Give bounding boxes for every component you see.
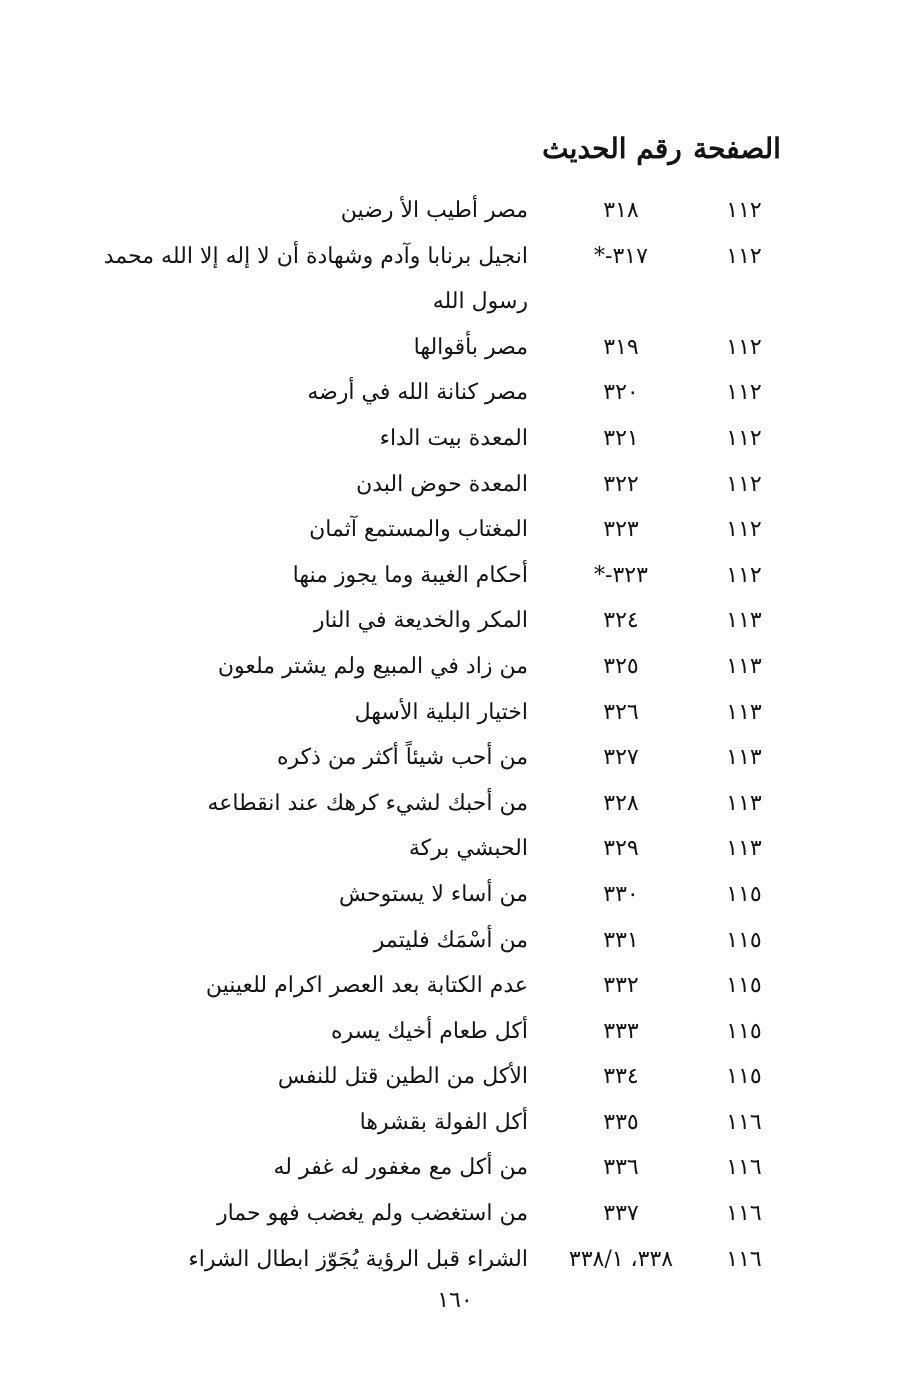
- table-row: [100, 462, 792, 508]
- table-row: [100, 781, 792, 827]
- table-row: [100, 598, 792, 644]
- row-page-number: ١١٢: [726, 334, 762, 360]
- row-page-number: ١١٦: [726, 1155, 762, 1181]
- row-hadith-number: ٣٢٩: [603, 836, 639, 862]
- row-hadith-number: ٣٣٢: [603, 973, 639, 999]
- row-page-number: ١١٥: [726, 973, 762, 999]
- row-page-number: ١١٣: [726, 653, 762, 679]
- row-title: مصر كنانة الله في أرضه: [307, 380, 528, 406]
- table-row: [100, 234, 792, 325]
- row-page-number: ١١٥: [726, 927, 762, 953]
- row-page-number: ١١٥: [726, 1064, 762, 1090]
- row-hadith-number: ٣٣٤: [603, 1064, 639, 1090]
- column-header-page: الصفحة: [693, 131, 781, 165]
- row-hadith-number: ٣٣٣: [603, 1018, 639, 1044]
- row-page-number: ١١٣: [726, 790, 762, 816]
- row-title: أحكام الغيبة وما يجوز منها: [292, 562, 528, 588]
- row-title: من زاد في المبيع ولم يشتر ملعون: [217, 653, 528, 679]
- table-row: [100, 1191, 792, 1237]
- table-row: [100, 507, 792, 553]
- row-title: من أكل مع مغفور له غفر له: [273, 1155, 528, 1181]
- row-hadith-number: ٣٢٣: [603, 517, 639, 543]
- row-page-number: ١١٢: [726, 517, 762, 543]
- row-page-number: ١١٣: [726, 699, 762, 725]
- table-row: [100, 325, 792, 371]
- row-title: المعدة بيت الداء: [379, 425, 528, 451]
- row-page-number: ١١٣: [726, 836, 762, 862]
- row-title: من أحبك لشيء كرهك عند انقطاعه: [207, 790, 528, 816]
- table-row: [100, 918, 792, 964]
- row-page-number: ١١٢: [726, 562, 762, 588]
- table-row: [100, 1100, 792, 1146]
- row-title: الشراء قبل الرؤية يُجَوّز ابطال الشراء: [188, 1246, 528, 1272]
- column-header-hadith-number: رقم الحديث: [542, 131, 682, 165]
- row-title: من أحب شيئاً أكثر من ذكره: [276, 745, 528, 771]
- row-page-number: ١١٦: [726, 1109, 762, 1135]
- row-title: المكر والخديعة في النار: [313, 608, 528, 634]
- table-row: [100, 872, 792, 918]
- table-row: [100, 690, 792, 736]
- row-hadith-number: ٣٢٤: [603, 608, 639, 634]
- row-page-number: ١١٢: [726, 425, 762, 451]
- table-row: [100, 553, 792, 599]
- row-title: أكل الفولة بقشرها: [359, 1109, 528, 1135]
- table-row: [100, 188, 792, 234]
- row-hadith-number: ٣٢٢: [603, 471, 639, 497]
- row-title: من أساء لا يستوحش: [338, 881, 528, 907]
- page-number-footer: ١٦٠: [437, 1288, 473, 1313]
- row-title: المعدة حوض البدن: [356, 471, 528, 497]
- table-row: [100, 1237, 792, 1283]
- row-title: أكل طعام أخيك يسره: [331, 1018, 528, 1044]
- row-hadith-number: ٣٢٨: [603, 790, 639, 816]
- row-title: الأكل من الطين قتل للنفس: [277, 1064, 528, 1090]
- row-page-number: ١١٦: [726, 1246, 762, 1272]
- row-hadith-number: ٣٣٥: [603, 1109, 639, 1135]
- row-title: الحبشي بركة: [408, 836, 528, 862]
- row-page-number: ١١٥: [726, 881, 762, 907]
- row-title: من أسْمَك فليتمر: [373, 927, 528, 953]
- table-row: [100, 1145, 792, 1191]
- row-hadith-number: ٣٣٦: [603, 1155, 639, 1181]
- table-row: [100, 644, 792, 690]
- row-page-number: ١١٢: [726, 243, 762, 269]
- row-hadith-number: ٣٣٠: [603, 881, 639, 907]
- row-hadith-number: ٣٢١: [603, 425, 639, 451]
- row-hadith-number: ٣٣٧: [603, 1201, 639, 1227]
- row-hadith-number: ٣١٧-*: [594, 243, 648, 269]
- row-title: انجيل برنابا وآدم وشهادة أن لا إله إلا الله محمد رسول الله: [103, 243, 528, 315]
- row-page-number: ١١٦: [726, 1201, 762, 1227]
- table-row: [100, 416, 792, 462]
- table-row: [100, 963, 792, 1009]
- table-header: [542, 128, 792, 168]
- row-page-number: ١١٢: [726, 198, 762, 223]
- row-page-number: ١١٥: [726, 1018, 762, 1044]
- row-hadith-number: ٣٢٣-*: [594, 562, 648, 588]
- row-hadith-number: ٣٢٥: [603, 653, 639, 679]
- table-row: [100, 1009, 792, 1055]
- row-hadith-number: ٣١٨: [603, 198, 639, 223]
- row-hadith-number: ٣٣٨، ٣٣٨/١: [568, 1246, 674, 1272]
- row-hadith-number: ٣٢٧: [603, 745, 639, 771]
- row-hadith-number: ٣١٩: [603, 334, 639, 360]
- table-row: [100, 735, 792, 781]
- row-page-number: ١١٢: [726, 380, 762, 406]
- row-page-number: ١١٣: [726, 608, 762, 634]
- row-page-number: ١١٣: [726, 745, 762, 771]
- row-title: من استغضب ولم يغضب فهو حمار: [216, 1201, 528, 1227]
- table-row: [100, 370, 792, 416]
- row-hadith-number: ٣٣١: [603, 927, 639, 953]
- row-title: المغتاب والمستمع آثمان: [309, 517, 528, 543]
- row-title: اختيار البلية الأسهل: [354, 699, 528, 725]
- row-hadith-number: ٣٢٠: [603, 380, 639, 406]
- row-title: مصر بأقوالها: [413, 334, 528, 360]
- table-row: [100, 826, 792, 872]
- row-title: عدم الكتابة بعد العصر اكرام للعينين: [205, 973, 528, 999]
- row-page-number: ١١٢: [726, 471, 762, 497]
- table-row: [100, 1054, 792, 1100]
- row-title: مصر أطيب الأ رضين: [340, 198, 528, 223]
- row-hadith-number: ٣٢٦: [603, 699, 639, 725]
- index-table: [100, 188, 792, 1282]
